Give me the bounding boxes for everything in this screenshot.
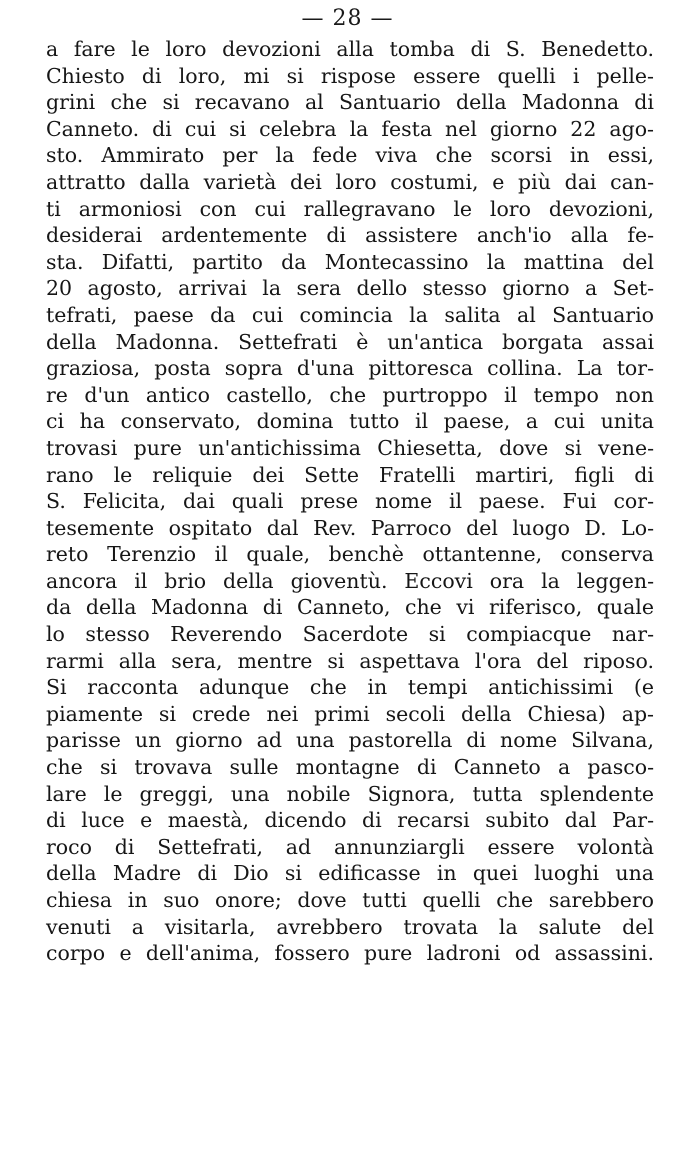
text-line: da della Madonna di Canneto, che vi riferisco, quale	[46, 595, 654, 620]
text-line: Chiesto di loro, mi si rispose essere quelli i pelle-	[46, 63, 654, 88]
text-line: Si racconta adunque che in tempi antichissimi (e	[46, 675, 654, 700]
text-line: venuti a visitarla, avrebbero trovata la salute del	[46, 914, 654, 939]
text-line: di luce e maestà, dicendo di recarsi subito dal Par-	[46, 808, 654, 833]
text-line: reto Terenzio il quale, benchè ottantenne, conserva	[46, 542, 654, 567]
text-line: desiderai ardentemente di assistere anch'io alla fe-	[46, 223, 654, 248]
text-line: trovasi pure un'antichissima Chiesetta, dove si vene-	[46, 435, 654, 460]
page-number: — 28 —	[301, 6, 394, 31]
text-line: ti armoniosi con cui rallegravano le loro devozioni,	[46, 196, 654, 221]
text-line: corpo e dell'anima, fossero pure ladroni od assassini.	[46, 941, 654, 966]
text-line: rarmi alla sera, mentre si aspettava l'ora del riposo.	[46, 648, 654, 673]
text-line: a fare le loro devozioni alla tomba di S. Benedetto.	[46, 37, 654, 61]
text-line: attratto dalla varietà dei loro costumi, e più dai can-	[46, 169, 654, 194]
text-line: della Madre di Dio si edificasse in quei luoghi una	[46, 861, 654, 886]
text-line: piamente si crede nei primi secoli della Chiesa) ap-	[46, 701, 654, 726]
text-line: ancora il brio della gioventù. Eccovi ora la leggen-	[46, 568, 654, 593]
text-line: graziosa, posta sopra d'una pittoresca collina. La tor-	[46, 356, 654, 381]
text-line: lare le greggi, una nobile Signora, tutta splendente	[46, 781, 654, 806]
text-line: sto. Ammirato per la fede viva che scorsi in essi,	[46, 143, 654, 168]
text-line: della Madonna. Settefrati è un'antica borgata assai	[46, 329, 654, 354]
text-line: tefrati, paese da cui comincia la salita al Santuario	[46, 302, 654, 327]
text-line: grini che si recavano al Santuario della Madonna di	[46, 90, 654, 115]
text-line: sta. Difatti, partito da Montecassino la mattina del	[46, 249, 654, 274]
text-line: parisse un giorno ad una pastorella di nome Silvana,	[46, 728, 654, 753]
text-line: tesemente ospitato dal Rev. Parroco del luogo D. Lo-	[46, 515, 654, 540]
text-line: re d'un antico castello, che purtroppo il tempo non	[46, 382, 654, 407]
text-line: 20 agosto, arrivai la sera dello stesso giorno a Set-	[46, 276, 654, 301]
text-line: che si trovava sulle montagne di Canneto a pasco-	[46, 755, 654, 780]
text-line: lo stesso Reverendo Sacerdote si compiacque nar-	[46, 622, 654, 647]
text-line: chiesa in suo onore; dove tutti quelli che sarebbero	[46, 888, 654, 912]
text-line: rano le reliquie dei Sette Fratelli martiri, figli di	[46, 462, 654, 487]
text-line: Canneto. di cui si celebra la festa nel giorno 22 ago-	[46, 116, 654, 141]
text-line: ci ha conservato, domina tutto il paese, a cui unita	[46, 409, 654, 434]
body-text	[46, 36, 654, 967]
text-line: S. Felicita, dai quali prese nome il paese. Fui cor-	[46, 489, 654, 514]
text-line: roco di Settefrati, ad annunziargli essere volontà	[46, 834, 654, 859]
